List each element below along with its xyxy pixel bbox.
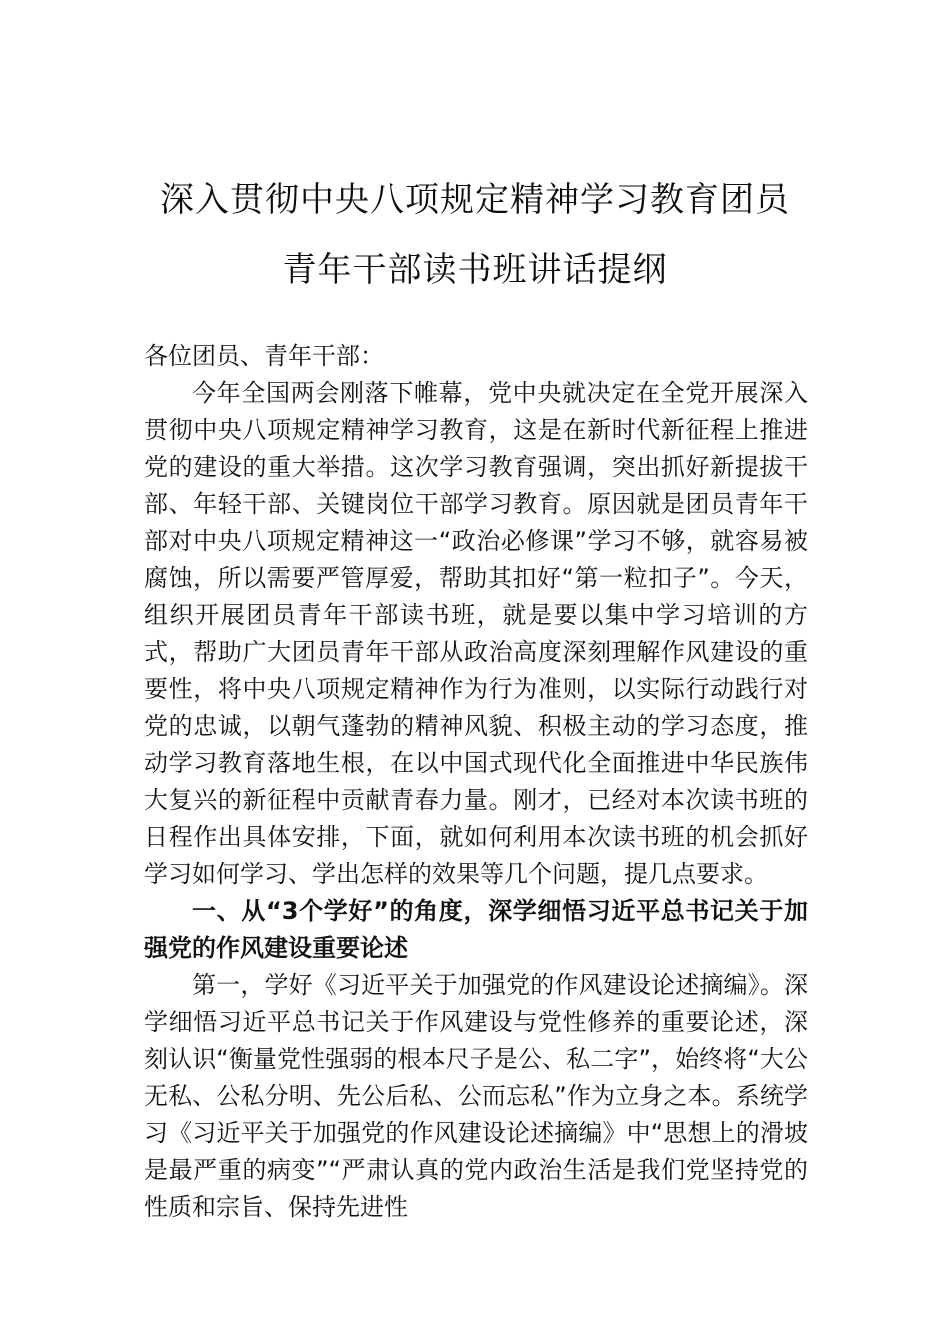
salutation: 各位团员、青年干部： <box>144 342 384 370</box>
document-title-line-2: 青年干部读书班讲话提纲 <box>282 250 668 290</box>
paragraph-first-point: 第一，学好《习近平关于加强党的作风建设论述摘编》。深学细悟习近平总书记关于作风建设与党性修养的重要论述，深刻认识“衡量党性强弱的根本尺子是公、私二字”，始终将“大公无私、公私分明、先公后私、公而忘私”作为立身之本。系统学习《习近平关于加强党的作风建设论述摘编》中“思想上的滑坡是最严重的病变”“严肃认真的党内政治生活是我们党坚持党的性质和宗旨、保持先进性 <box>144 971 808 1221</box>
paragraph-intro: 今年全国两会刚落下帷幕，党中央就决定在全党开展深入贯彻中央八项规定精神学习教育，这是在新时代新征程上推进党的建设的重大举措。这次学习教育强调，突出抓好新提拔干部、年轻干部、关键岗位干部学习教育。原因就是团员青年干部对中央八项规定精神这一“政治必修课”学习不够，就容易被腐蚀，所以需要严管厚爱，帮助其扣好“第一粒扣子”。今天，组织开展团员青年干部读书班，就是要以集中学习培训的方式，帮助广大团员青年干部从政治高度深刻理解作风建设的重要性，将中央八项规定精神作为行为准则，以实际行动践行对党的忠诚，以朝气蓬勃的精神风貌、积极主动的学习态度，推动学习教育落地生根，在以中国式现代化全面推进中华民族伟大复兴的新征程中贡献青春力量。刚才，已经对本次读书班的日程作出具体安排，下面，就如何利用本次读书班的机会抓好学习如何学习、学出怎样的效果等几个问题，提几点要求。 <box>144 379 808 888</box>
document-body <box>144 338 808 1226</box>
document-title-line-1: 深入贯彻中央八项规定精神学习教育团员 <box>160 180 790 220</box>
section-heading-1: 一、从“3个学好”的角度，深学细悟习近平总书记关于加强党的作风建设重要论述 <box>144 897 808 962</box>
